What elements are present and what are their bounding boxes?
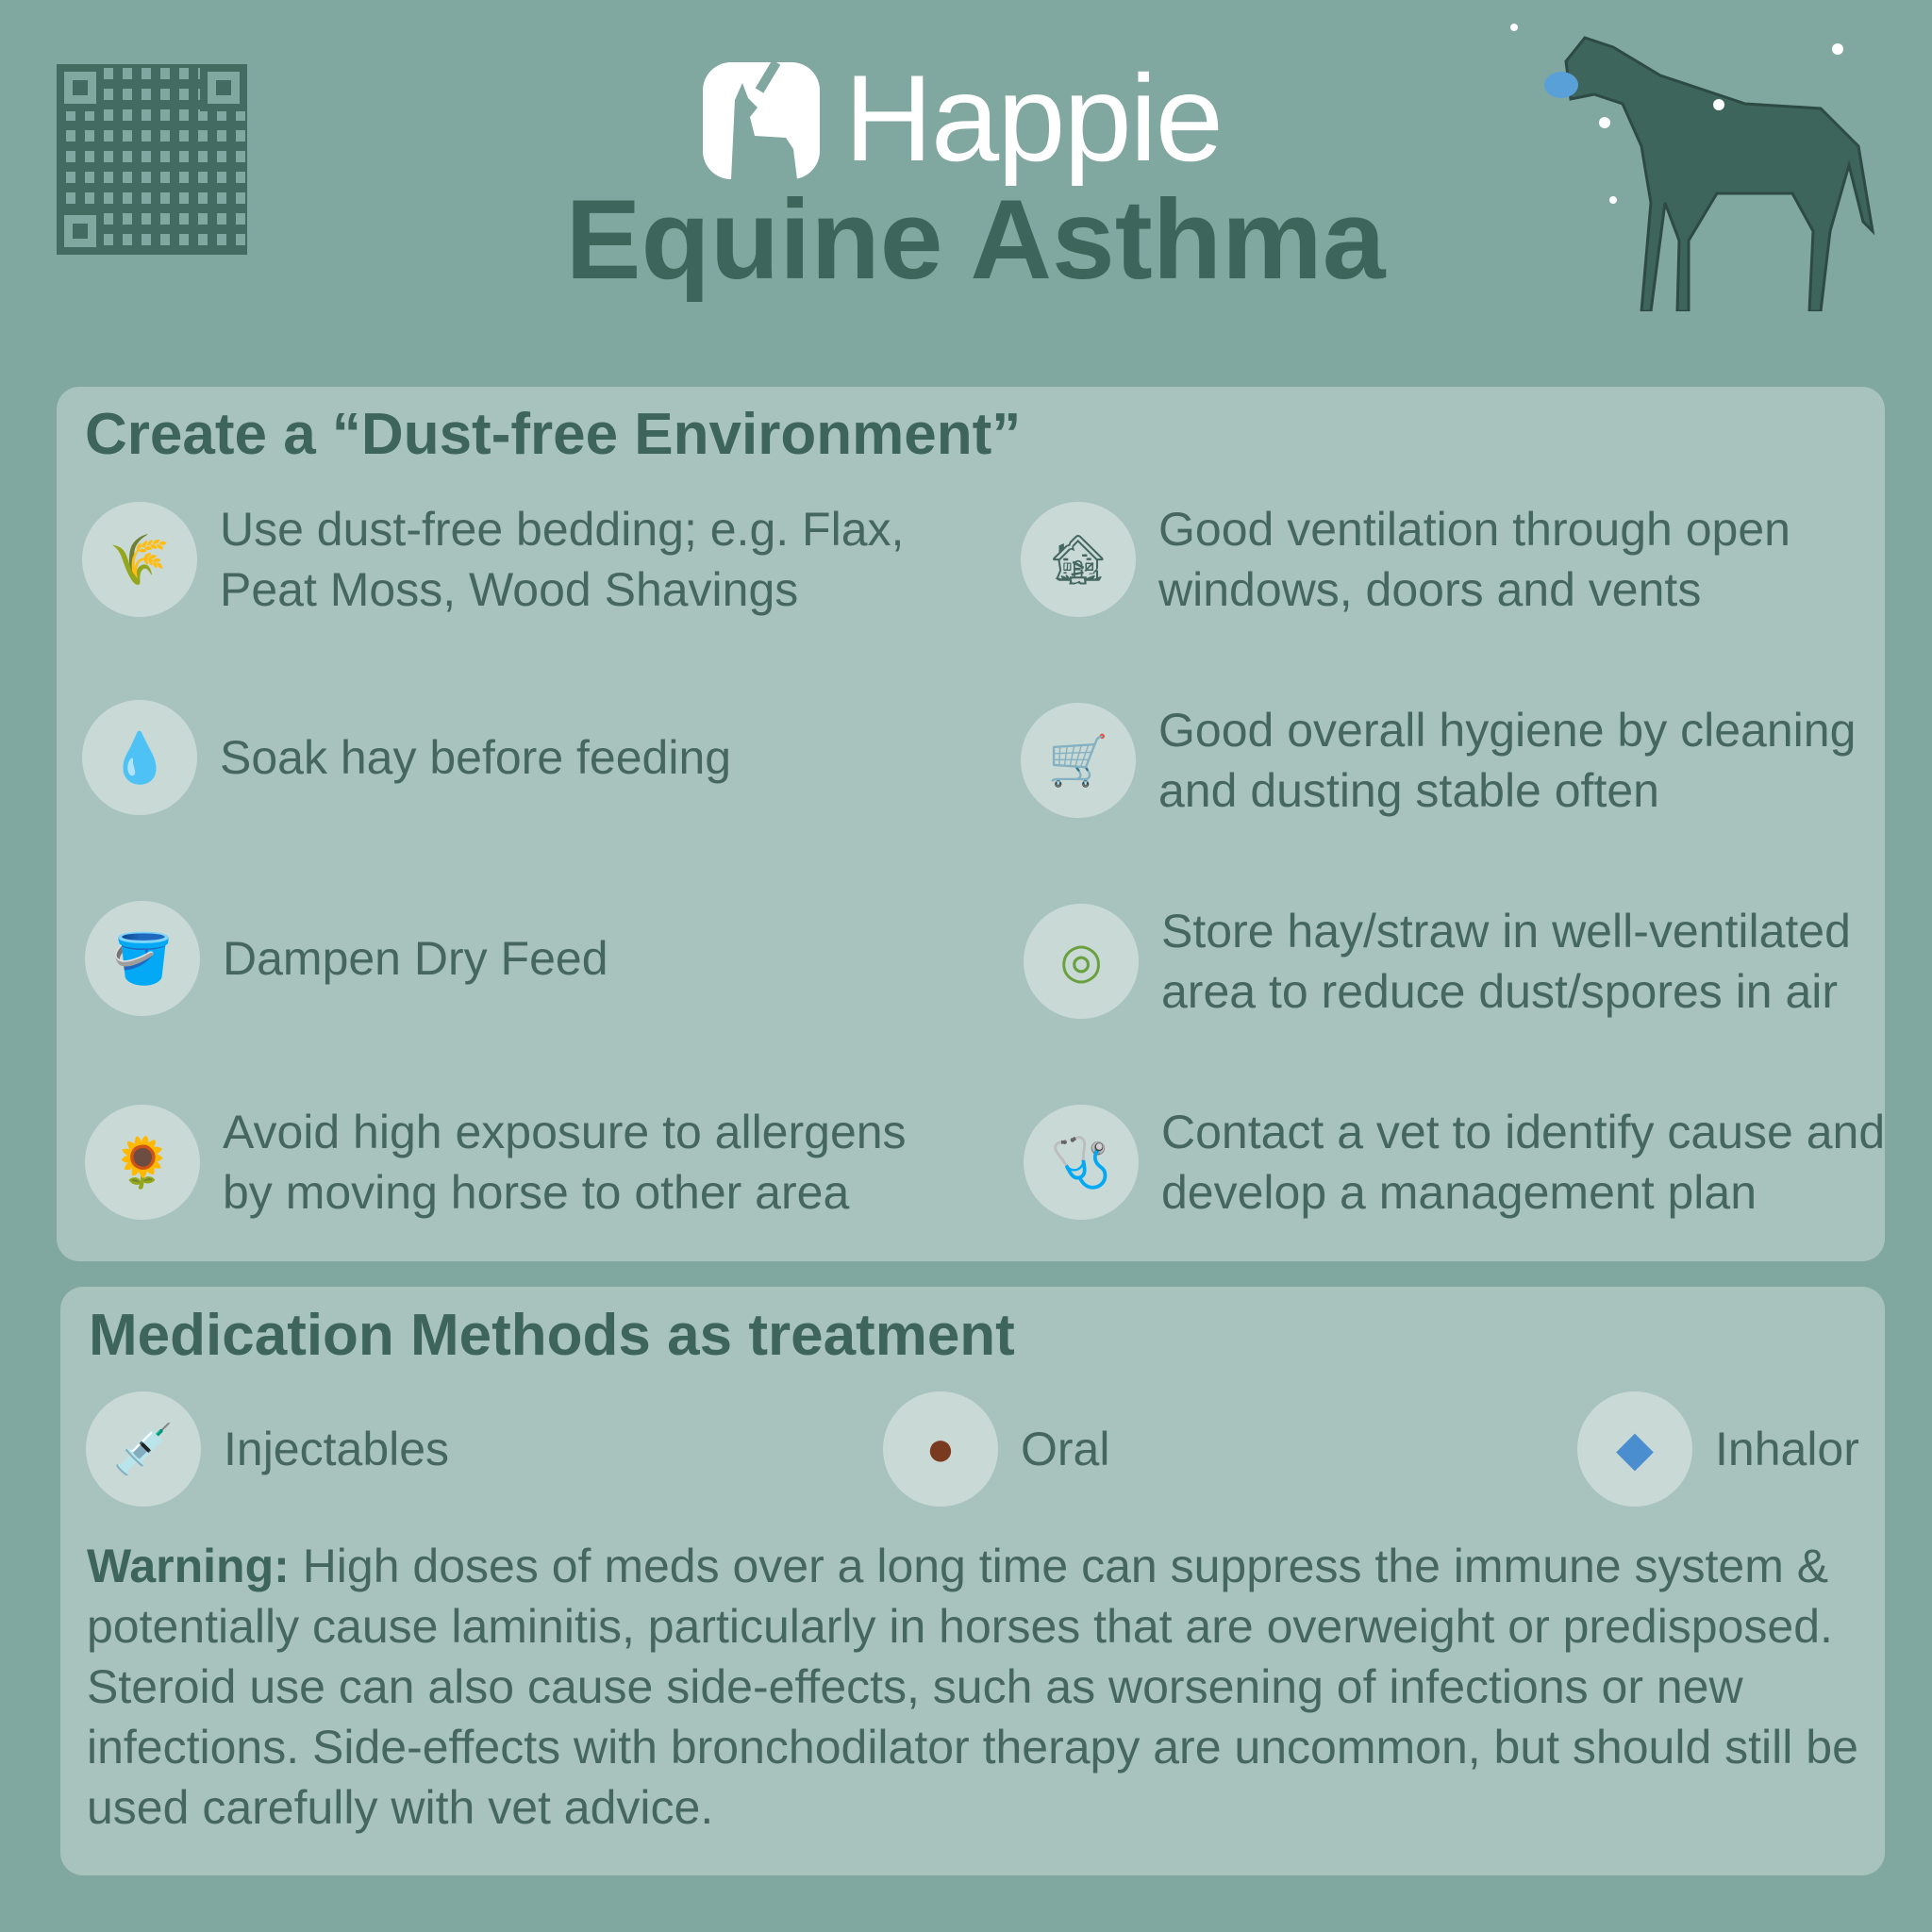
water-drops-icon: 💧: [82, 700, 197, 815]
method-item: ● Oral: [883, 1391, 1260, 1507]
page-title: Equine Asthma: [565, 176, 1386, 303]
method-item: 💉 Injectables: [86, 1391, 558, 1507]
straw-bundle-icon: 🌾: [82, 502, 197, 617]
warning-label: Warning:: [87, 1540, 290, 1592]
list-item: 🌻 Avoid high exposure to allergens by moving horse to other area: [85, 1102, 953, 1223]
list-item: ◎ Store hay/straw in well-ventilated area to reduce dust/spores in air: [1024, 901, 1891, 1022]
syringe-icon: 💉: [86, 1391, 201, 1507]
oral-paste-icon: ●: [883, 1391, 998, 1507]
stethoscope-icon: 🩺: [1024, 1105, 1139, 1220]
list-item: 💧 Soak hay before feeding: [82, 700, 950, 815]
list-item: 🌾 Use dust-free bedding; e.g. Flax, Peat Moss, Wood Shavings: [82, 499, 950, 620]
barn-icon: 🏚: [1021, 502, 1136, 617]
section-heading: Medication Methods as treatment: [89, 1303, 1015, 1368]
hay-bales-icon: ◎: [1024, 904, 1139, 1019]
wheelbarrow-icon: 🛒: [1021, 703, 1136, 818]
list-item: 🩺 Contact a vet to identify cause and develop a management plan: [1024, 1102, 1891, 1223]
flower-pollen-icon: 🌻: [85, 1105, 200, 1220]
list-item: 🛒 Good overall hygiene by cleaning and dusting stable often: [1021, 700, 1889, 821]
brand-name: Happie: [844, 49, 1222, 187]
method-item: ◆ Inhalor: [1577, 1391, 1889, 1507]
section-heading: Create a “Dust-free Environment”: [85, 402, 1022, 467]
list-item: 🪣 Dampen Dry Feed: [85, 901, 953, 1016]
horse-illustration-icon: [1509, 14, 1896, 311]
inhaler-mask-icon: ◆: [1577, 1391, 1692, 1507]
happie-logo-icon: [703, 62, 820, 179]
warning-text: Warning: High doses of meds over a long time can suppress the immune system & potentially cause laminitis, particularly in horses that are overweight or predisposed. Steroid use can also cause side-effects, such as worsening of infections or new infections. Side-effects with bronchodilator therapy are uncommon, but should still be used carefully with vet advice.: [87, 1540, 1858, 1834]
list-item: 🏚 Good ventilation through open windows, doors and vents: [1021, 499, 1889, 620]
bucket-icon: 🪣: [85, 901, 200, 1016]
